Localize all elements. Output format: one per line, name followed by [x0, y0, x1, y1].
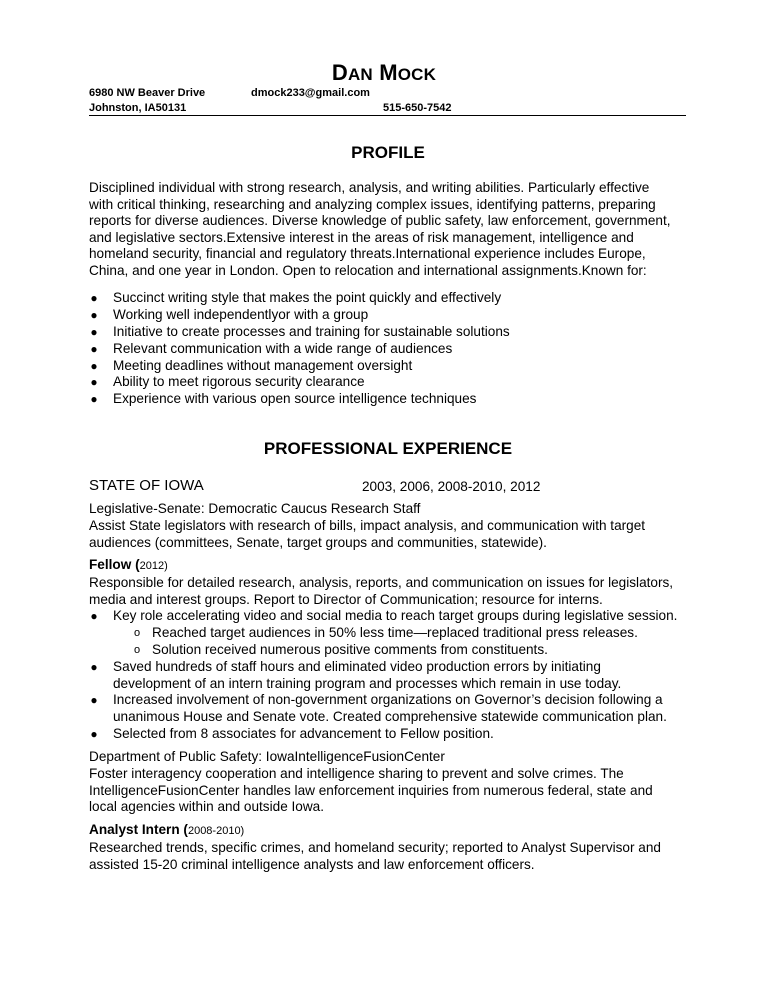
list-item — [89, 608, 699, 625]
list-item — [89, 391, 699, 408]
profile-line: China, and one year in London. Open to relocation and international assignments.Known for: — [89, 262, 647, 278]
name-rest-last: OCK — [397, 65, 437, 84]
role-title: Analyst Intern ( — [89, 822, 188, 837]
bullet-icon: ● — [90, 392, 98, 407]
fellow-title — [89, 557, 699, 575]
list-item-text: Experience with various open source intelligence techniques — [113, 391, 477, 407]
list-item-text: Succinct writing style that makes the point quickly and effectively — [113, 290, 502, 305]
profile-line: Disciplined individual with strong research, analysis, and writing abilities. Particularly effective — [89, 180, 650, 195]
list-item-text: Relevant communication with a wide range of audiences — [113, 340, 453, 356]
profile-line: and legislative sectors.Extensive interest in the areas of risk management, intelligence and — [89, 229, 634, 245]
analyst-line: Researched trends, specific crimes, and homeland security; reported to Analyst Supervisor and — [89, 839, 661, 855]
fellow-line: Responsible for detailed research, analysis, reports, and communication on issues for legislators, — [89, 574, 674, 590]
list-item-text: Reached target audiences in 50% less time—replaced traditional press releases. — [152, 625, 638, 641]
list-item — [89, 726, 699, 743]
bullet-icon: ● — [90, 609, 98, 624]
name-rest-first: AN — [347, 65, 373, 84]
bullet-icon: ● — [90, 726, 98, 741]
email[interactable]: dmock233@gmail.com — [251, 87, 370, 99]
experience-heading: PROFESSIONAL EXPERIENCE — [263, 439, 513, 458]
phone: 515-650-7542 — [383, 102, 452, 114]
bullet-icon: ● — [90, 307, 98, 322]
strengths-list — [89, 290, 699, 408]
bullet-icon: ● — [90, 291, 98, 305]
bullet-icon: ● — [90, 693, 98, 708]
list-item-continuation — [89, 709, 699, 726]
list-item-text: development of an intern training program and processes which remain in use today. — [113, 675, 622, 691]
list-item-text: Initiative to create processes and training for sustainable solutions — [113, 323, 510, 339]
list-item — [89, 659, 699, 676]
list-item — [89, 625, 699, 642]
senate-line: audiences (committees, Senate, target groups and communities, statewide). — [89, 534, 547, 550]
profile-line: reports for diverse audiences. Diverse knowledge of public safety, law enforcement, government, — [89, 213, 671, 229]
list-item-text: Ability to meet rigorous security clearance — [113, 374, 365, 390]
dps-line: Foster interagency cooperation and intelligence sharing to prevent and solve crimes. The — [89, 765, 624, 781]
list-item — [89, 692, 699, 709]
name-initial-first: D — [331, 60, 348, 85]
analyst-line: assisted 15-20 criminal intelligence analysts and law enforcement officers. — [89, 856, 535, 872]
bullet-icon: ● — [90, 358, 98, 373]
list-item — [89, 290, 699, 307]
employer-name: STATE OF IOWA — [89, 477, 204, 494]
role-title: Fellow ( — [89, 557, 140, 572]
bullet-icon: ● — [90, 375, 98, 390]
list-item — [89, 374, 699, 391]
list-item-continuation — [89, 676, 699, 693]
senate-line: Legislative-Senate: Democratic Caucus Research Staff — [89, 501, 421, 516]
dps-line: IntelligenceFusionCenter handles law enforcement inquiries from numerous federal, state and — [89, 782, 653, 798]
profile-heading: PROFILE — [351, 143, 425, 162]
role-year: 2008-2010) — [187, 825, 245, 837]
list-item — [89, 358, 699, 375]
header-divider — [89, 115, 686, 116]
dps-line: Department of Public Safety: IowaIntelligenceFusionCenter — [89, 749, 445, 764]
profile-line: with critical thinking, researching and analyzing complex issues, identifying patterns, preparing — [89, 196, 656, 212]
analyst-title — [89, 822, 699, 840]
address-line1: 6980 NW Beaver Drive — [89, 87, 206, 99]
fellow-section — [89, 557, 699, 743]
circle-bullet-icon: o — [134, 627, 141, 640]
list-item-text: Selected from 8 associates for advancement to Fellow position. — [113, 725, 494, 741]
bullet-icon: ● — [90, 324, 98, 339]
address-line2: Johnston, IA50131 — [89, 102, 187, 114]
list-item-text: Meeting deadlines without management oversight — [113, 357, 413, 373]
list-item — [89, 307, 699, 324]
bullet-icon: ● — [90, 341, 98, 356]
list-item-text: Working well independentlyor with a group — [113, 306, 369, 322]
list-item — [89, 642, 699, 659]
profile-line: homeland security, financial and regulatory threats.International experience includes Europe, — [89, 246, 646, 262]
dps-section — [89, 749, 699, 816]
senate-line: Assist State legislators with research of bills, impact analysis, and communication with target — [89, 517, 646, 533]
circle-bullet-icon: o — [134, 643, 141, 656]
list-item — [89, 341, 699, 358]
profile-summary — [89, 180, 699, 280]
list-item-text: Increased involvement of non-government organizations on Governor’s decision following a — [113, 692, 663, 708]
role-year: 2012) — [139, 560, 168, 572]
candidate-name — [0, 60, 768, 86]
fellow-line: media and interest groups. Report to Director of Communication; resource for interns. — [89, 591, 603, 607]
analyst-section — [89, 822, 699, 873]
employment-dates: 2003, 2006, 2008-2010, 2012 — [362, 479, 541, 494]
name-initial-last: M — [379, 60, 398, 85]
list-item — [89, 324, 699, 341]
list-item-text: Solution received numerous positive comments from constituents. — [152, 641, 548, 657]
list-item-text: Saved hundreds of staff hours and eliminated video production errors by initiating — [113, 658, 601, 674]
senate-description — [89, 501, 699, 551]
list-item-text: unanimous House and Senate vote. Created comprehensive statewide communication plan. — [113, 709, 667, 725]
bullet-icon: ● — [90, 659, 98, 674]
dps-line: local agencies within and outside Iowa. — [89, 799, 325, 815]
list-item-text: Key role accelerating video and social media to reach target groups during legislative session. — [113, 608, 678, 624]
